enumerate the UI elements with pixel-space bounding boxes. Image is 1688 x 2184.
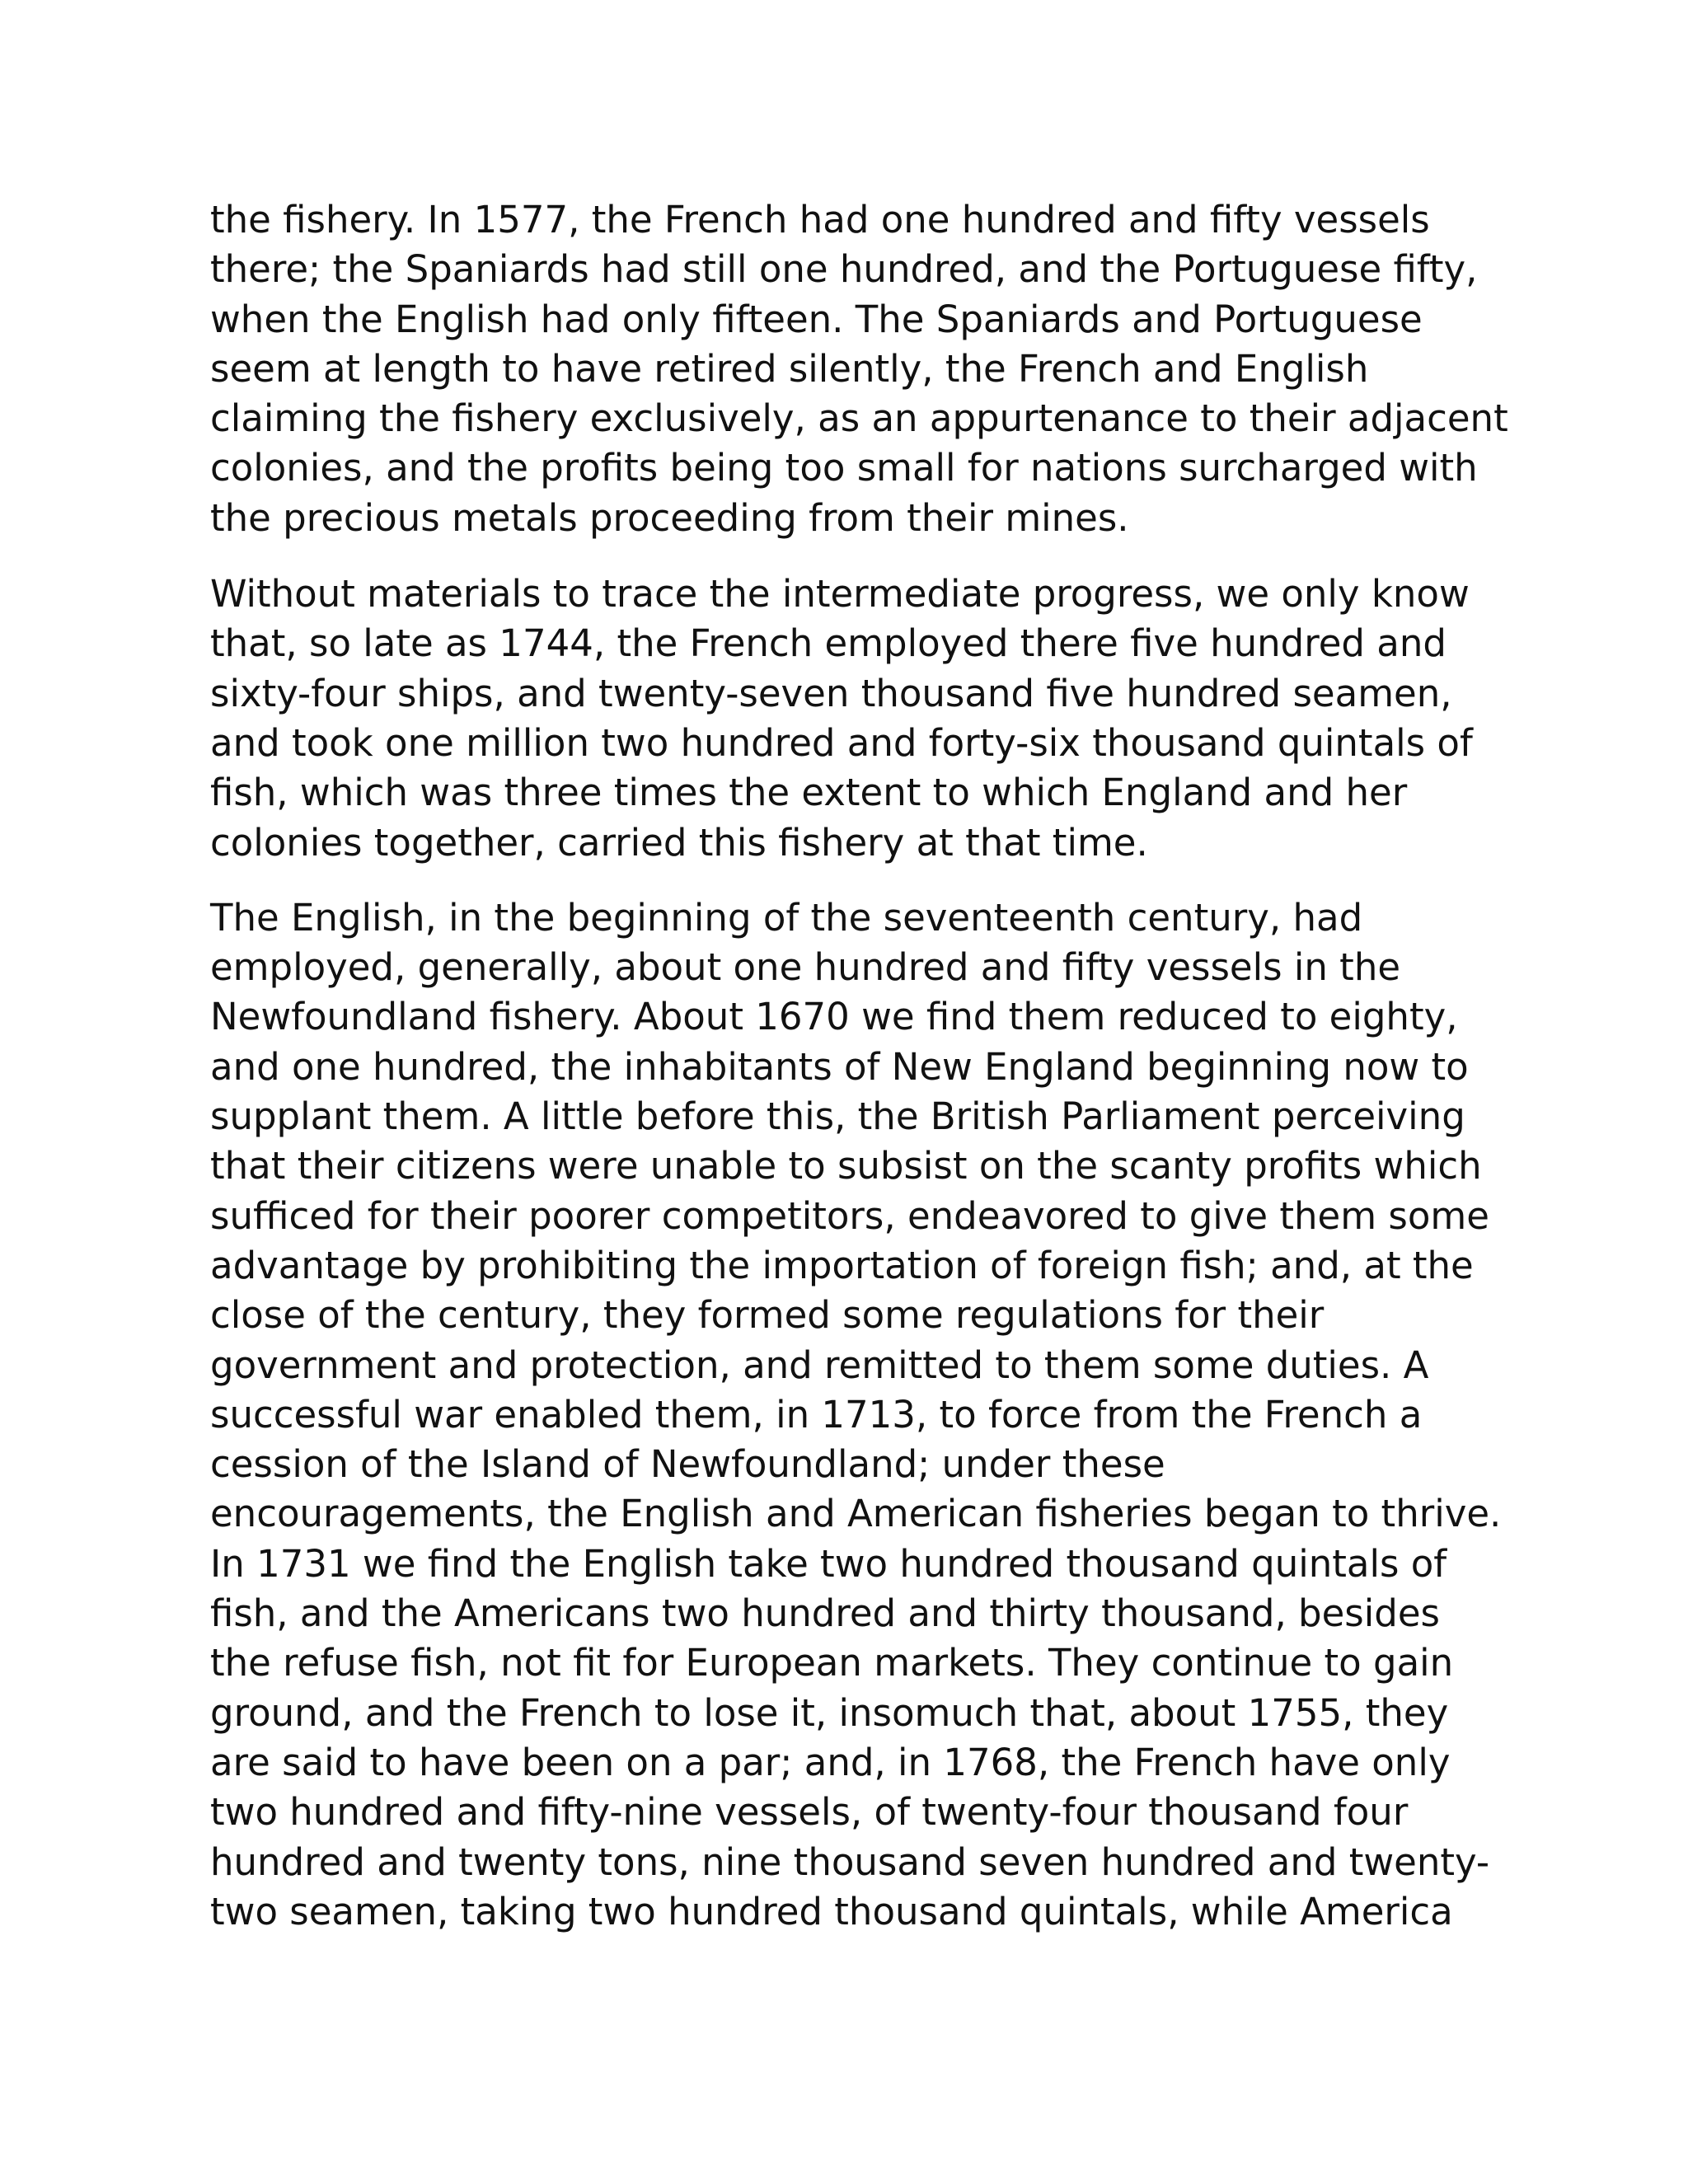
- text-line: claiming the fishery exclusively, as an appurtenance to their adjacent: [210, 396, 1508, 441]
- text-line: The English, in the beginning of the seventeenth century, had: [210, 895, 1363, 940]
- text-line: fish, which was three times the extent to which England and her: [210, 771, 1408, 815]
- text-line: the refuse fish, not fit for European markets. They continue to gain: [210, 1641, 1454, 1685]
- text-line: encouragements, the English and American fisheries began to thrive.: [210, 1492, 1502, 1536]
- text-line: successful war enabled them, in 1713, to force from the French a: [210, 1392, 1423, 1436]
- text-line: and one hundred, the inhabitants of New England beginning now to: [210, 1044, 1469, 1089]
- text-line: the precious metals proceeding from their mines.: [210, 495, 1129, 540]
- text-line: Newfoundland fishery. About 1670 we find them reduced to eighty,: [210, 995, 1458, 1039]
- text-line: sufficed for their poorer competitors, endeavored to give them some: [210, 1193, 1489, 1238]
- text-line: supplant them. A little before this, the British Parliament perceiving: [210, 1094, 1465, 1139]
- text-line: sixty-four ships, and twenty-seven thousand five hundred seamen,: [210, 671, 1452, 715]
- text-line: government and protection, and remitted to them some duties. A: [210, 1343, 1429, 1387]
- text-line: In 1731 we find the English take two hundred thousand quintals of: [210, 1541, 1447, 1586]
- text-line: the fishery. In 1577, the French had one hundred and fifty vessels: [210, 198, 1430, 241]
- text-line: fish, and the Americans two hundred and thirty thousand, besides: [210, 1591, 1440, 1636]
- text-line: advantage by prohibiting the importation of foreign fish; and, at the: [210, 1243, 1474, 1287]
- text-line: employed, generally, about one hundred and fifty vessels in the: [210, 945, 1401, 990]
- text-line: that, so late as 1744, the French employed there five hundred and: [210, 621, 1447, 666]
- text-line: cession of the Island of Newfoundland; under these: [210, 1442, 1165, 1487]
- text-line: two hundred and fifty-nine vessels, of twenty-four thousand four: [210, 1790, 1409, 1835]
- text-line: there; the Spaniards had still one hundred, and the Portuguese fifty,: [210, 247, 1478, 292]
- paragraph: [210, 195, 1508, 543]
- text-line: Without materials to trace the intermediate progress, we only know: [210, 572, 1470, 616]
- text-line: that their citizens were unable to subsist on the scanty profits which: [210, 1144, 1482, 1188]
- text-line: colonies, and the profits being too small for nations surcharged with: [210, 446, 1478, 490]
- text-line: seem at length to have retired silently, the French and English: [210, 346, 1369, 391]
- text-line: hundred and twenty tons, nine thousand seven hundred and twenty-: [210, 1840, 1490, 1884]
- text-line: ground, and the French to lose it, insomuch that, about 1755, they: [210, 1690, 1449, 1735]
- paragraph: [210, 569, 1496, 868]
- text-line: when the English had only fifteen. The Spaniards and Portuguese: [210, 297, 1423, 341]
- text-line: are said to have been on a par; and, in 1768, the French have only: [210, 1740, 1451, 1784]
- text-line: and took one million two hundred and forty-six thousand quintals of: [210, 720, 1473, 765]
- body-text: [210, 195, 1508, 1937]
- text-line: close of the century, they formed some regulations for their: [210, 1293, 1325, 1338]
- paragraph: [210, 893, 1502, 1937]
- text-line: two seamen, taking two hundred thousand quintals, while America: [210, 1889, 1453, 1933]
- text-line: colonies together, carried this fishery at that time.: [210, 820, 1148, 865]
